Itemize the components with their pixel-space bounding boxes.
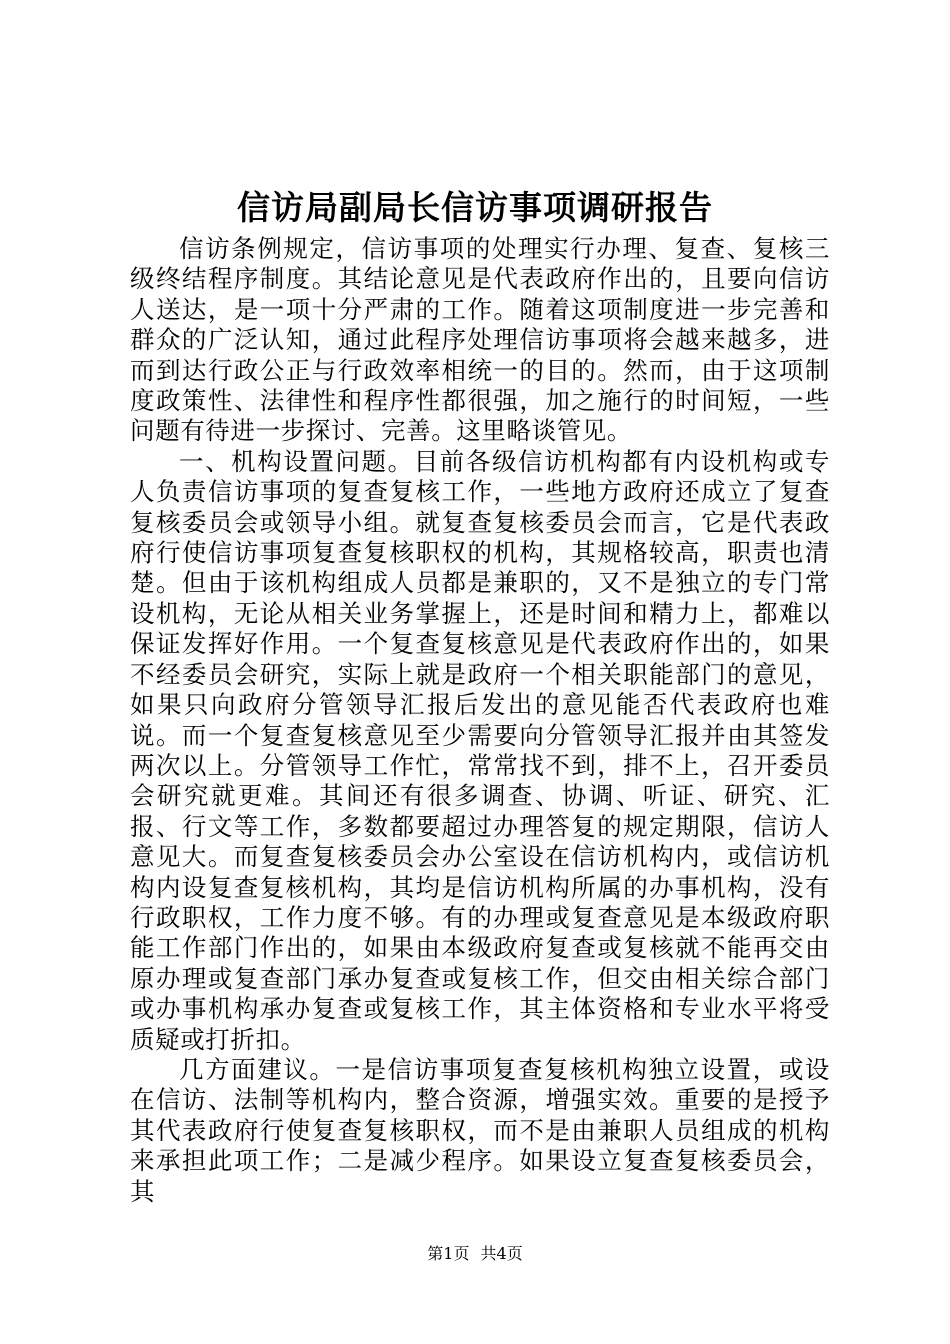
paragraph-suggestions: 几方面建议。一是信访事项复查复核机构独立设置，或设在信访、法制等机构内，整合资源，增强实效。重要的是授予其代表政府行使复查复核职权，而不是由兼职人员组成的机构来承担此项工作；二是减少程序。如果设立复查复核委员会，其 (130, 1054, 830, 1206)
document-title: 信访局副局长信访事项调研报告 (237, 188, 713, 227)
page-number-total: 共4页 (480, 1244, 523, 1263)
paragraph-intro: 信访条例规定，信访事项的处理实行办理、复查、复核三级终结程序制度。其结论意见是代表政府作出的，且要向信访人送达，是一项十分严肃的工作。随着这项制度进一步完善和群众的广泛认知，通过此程序处理信访事项将会越来越多，进而到达行政公正与行政效率相统一的目的。然而，由于这项制度政策性、法律性和程序性都很强，加之施行的时间短，一些问题有待进一步探讨、完善。这里略谈管见。 (130, 234, 830, 446)
paragraph-institution-setup: 一、机构设置问题。目前各级信访机构都有内设机构或专人负责信访事项的复查复核工作，一些地方政府还成立了复查复核委员会或领导小组。就复查复核委员会而言，它是代表政府行使信访事项复查复核职权的机构，其规格较高，职责也清楚。但由于该机构组成人员都是兼职的，又不是独立的专门常设机构，无论从相关业务掌握上，还是时间和精力上，都难以保证发挥好作用。一个复查复核意见是代表政府作出的，如果不经委员会研究，实际上就是政府一个相关职能部门的意见，如果只向政府分管领导汇报后发出的意见能否代表政府也难说。而一个复查复核意见至少需要向分管领导汇报并由其签发两次以上。分管领导工作忙，常常找不到，排不上，召开委员会研究就更难。其间还有很多调查、协调、听证、研究、汇报、行文等工作，多数都要超过办理答复的规定期限，信访人意见大。而复查复核委员会办公室设在信访机构内，或信访机构内设复查复核机构，其均是信访机构所属的办事机构，没有行政职权，工作力度不够。有的办理或复查意见是本级政府职能工作部门作出的，如果由本级政府复查或复核就不能再交由原办理或复查部门承办复查或复核工作，但交由相关综合部门或办事机构承办复查或复核工作，其主体资格和专业水平将受质疑或打折扣。 (130, 446, 830, 1054)
page-number-current: 第1页 (427, 1244, 470, 1263)
document-body (130, 234, 830, 1207)
page-footer (0, 1243, 950, 1265)
